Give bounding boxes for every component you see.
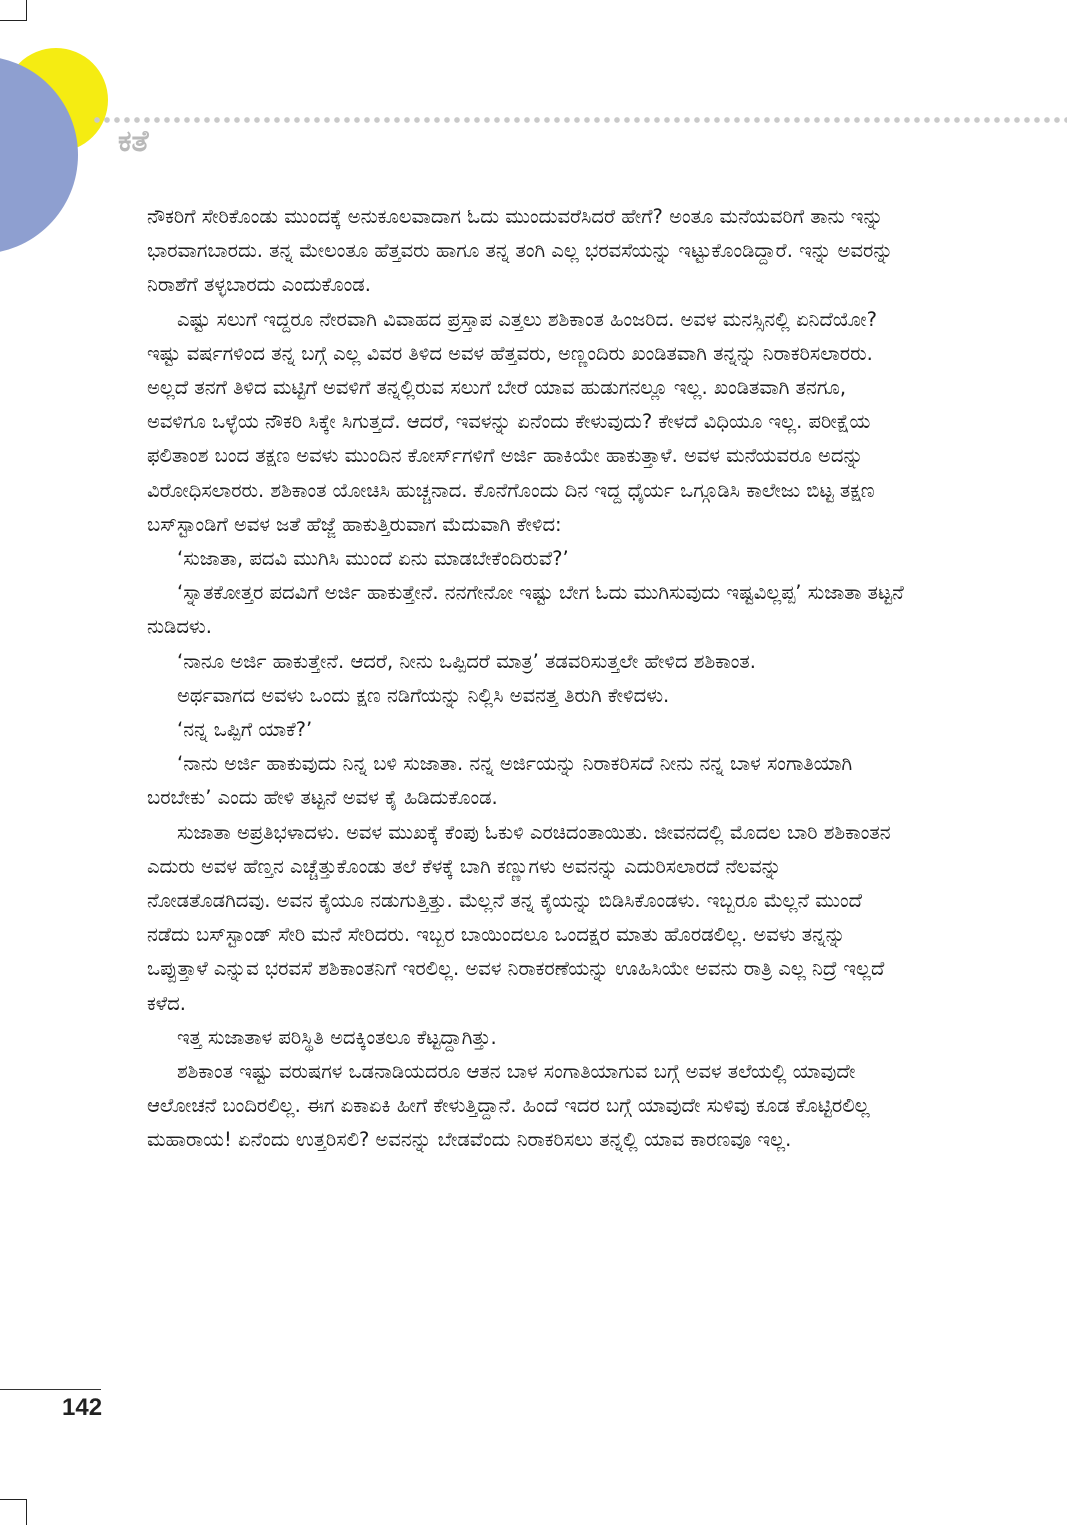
dialogue-line: ‘ನನ್ನ ಒಪ್ಪಿಗೆ ಯಾಕೆ?’ <box>177 718 313 742</box>
story-paragraph: ಸುಜಾತಾ ಅಪ್ರತಿಭಳಾದಳು. ಅವಳ ಮುಖಕ್ಕೆ ಕೆಂಪು ಓಕುಳಿ ಎರಚಿದಂತಾಯಿತು. ಜೀವನದಲ್ಲಿ ಮೊದಲ ಬಾರಿ ಶಶಿಕಾಂತನ ಎದುರು ಅವಳ ಹೆಣ್ತನ ಎಚ್ಚೆತ್ತುಕೊಂಡು ತಲೆ ಕೆಳಕ್ಕೆ ಬಾಗಿ ಕಣ್ಣುಗಳು ಅವನನ್ನು ಎದುರಿಸಲಾರದೆ ನೆಲವನ್ನು ನೋಡತೊಡಗಿದವು. ಅವನ ಕೈಯೂ ನಡುಗುತ್ತಿತ್ತು. ಮೆಲ್ಲನೆ ತನ್ನ ಕೈಯನ್ನು ಬಿಡಿಸಿಕೊಂಡಳು. ಇಬ್ಬರೂ ಮೆಲ್ಲನೆ ಮುಂದೆ ನಡೆದು ಬಸ್‌ಸ್ಟಾಂಡ್ ಸೇರಿ ಮನೆ ಸೇರಿದರು. ಇಬ್ಬರ ಬಾಯಿಂದಲೂ ಒಂದಕ್ಷರ ಮಾತು ಹೊರಡಲಿಲ್ಲ. ಅವಳು ತನ್ನನ್ನು ಒಪ್ಪುತ್ತಾಳೆ ಎನ್ನುವ ಭರವಸೆ ಶಶಿಕಾಂತನಿಗೆ ಇರಲಿಲ್ಲ. ಅವಳ ನಿರಾಕರಣೆಯನ್ನು ಊಹಿಸಿಯೇ ಅವನು ರಾತ್ರಿ ಎಲ್ಲ ನಿದ್ರೆ ಇಲ್ಲದೆ ಕಳೆದ. <box>147 820 891 1015</box>
page-number: 142 <box>62 1394 103 1421</box>
page-number-rule <box>0 1389 101 1390</box>
crop-mark-bottom-vertical <box>26 1499 27 1525</box>
crop-mark-bottom-horizontal <box>0 1499 27 1500</box>
dialogue-line: ‘ನಾನು ಅರ್ಜಿ ಹಾಕುವುದು ನಿನ್ನ ಬಳಿ ಸುಜಾತಾ. ನನ್ನ ಅರ್ಜಿಯನ್ನು ನಿರಾಕರಿಸದೆ ನೀನು ನನ್ನ ಬಾಳ ಸಂಗಾತಿಯಾಗಿ ಬರಬೇಕು’ ಎಂದು ಹೇಳಿ ತಟ್ಟನೆ ಅವಳ ಕೈ ಹಿಡಿದುಕೊಂಡ. <box>147 752 853 810</box>
story-paragraph: ಇತ್ತ ಸುಜಾತಾಳ ಪರಿಸ್ಥಿತಿ ಅದಕ್ಕಿಂತಲೂ ಕೆಟ್ಟದ್ದಾಗಿತ್ತು. <box>177 1025 497 1049</box>
section-label: ಕತೆ <box>118 124 149 159</box>
crop-mark-top-horizontal <box>0 20 27 21</box>
crop-mark-top-vertical <box>26 0 27 20</box>
story-body <box>147 200 907 1158</box>
dotted-header-rule <box>92 116 1067 124</box>
dialogue-line: ‘ನಾನೂ ಅರ್ಜಿ ಹಾಕುತ್ತೇನೆ. ಆದರೆ, ನೀನು ಒಪ್ಪಿದರೆ ಮಾತ್ರ’ ತಡವರಿಸುತ್ತಲೇ ಹೇಳಿದ ಶಶಿಕಾಂತ. <box>177 649 756 673</box>
story-paragraph: ಎಷ್ಟು ಸಲುಗೆ ಇದ್ದರೂ ನೇರವಾಗಿ ವಿವಾಹದ ಪ್ರಸ್ತಾಪ ಎತ್ತಲು ಶಶಿಕಾಂತ ಹಿಂಜರಿದ. ಅವಳ ಮನಸ್ಸಿನಲ್ಲಿ ಏನಿದೆಯೋ? ಇಷ್ಟು ವರ್ಷಗಳಿಂದ ತನ್ನ ಬಗ್ಗೆ ಎಲ್ಲ ವಿವರ ತಿಳಿದ ಅವಳ ಹೆತ್ತವರು, ಅಣ್ಣಂದಿರು ಖಂಡಿತವಾಗಿ ತನ್ನನ್ನು ನಿರಾಕರಿಸಲಾರರು. ಅಲ್ಲದೆ ತನಗೆ ತಿಳಿದ ಮಟ್ಟಿಗೆ ಅವಳಿಗೆ ತನ್ನಲ್ಲಿರುವ ಸಲುಗೆ ಬೇರೆ ಯಾವ ಹುಡುಗನಲ್ಲೂ ಇಲ್ಲ. ಖಂಡಿತವಾಗಿ ತನಗೂ, ಅವಳಿಗೂ ಒಳ್ಳೆಯ ನೌಕರಿ ಸಿಕ್ಕೇ ಸಿಗುತ್ತದೆ. ಆದರೆ, ಇವಳನ್ನು ಏನೆಂದು ಕೇಳುವುದು? ಕೇಳದೆ ವಿಧಿಯೂ ಇಲ್ಲ. ಪರೀಕ್ಷೆಯ ಫಲಿತಾಂಶ ಬಂದ ತಕ್ಷಣ ಅವಳು ಮುಂದಿನ ಕೋರ್ಸ್‌ಗಳಿಗೆ ಅರ್ಜಿ ಹಾಕಿಯೇ ಹಾಕುತ್ತಾಳೆ. ಅವಳ ಮನೆಯವರೂ ಅದನ್ನು ವಿರೋಧಿಸಲಾರರು. ಶಶಿಕಾಂತ ಯೋಚಿಸಿ ಹುಚ್ಚನಾದ. ಕೊನೆಗೊಂದು ದಿನ ಇದ್ದ ಧೈರ್ಯ ಒಗ್ಗೂಡಿಸಿ ಕಾಲೇಜು ಬಿಟ್ಟ ತಕ್ಷಣ ಬಸ್‌ಸ್ಟಾಂಡಿಗೆ ಅವಳ ಜತೆ ಹೆಜ್ಜೆ ಹಾಕುತ್ತಿರುವಾಗ ಮೆದುವಾಗಿ ಕೇಳಿದ: <box>147 307 877 536</box>
dialogue-line: ‘ಸ್ನಾತಕೋತ್ತರ ಪದವಿಗೆ ಅರ್ಜಿ ಹಾಕುತ್ತೇನೆ. ನನಗೇನೋ ಇಷ್ಟು ಬೇಗ ಓದು ಮುಗಿಸುವುದು ಇಷ್ಟವಿಲ್ಲಪ್ಪ’ ಸುಜಾತಾ ತಟ್ಟನೆ ನುಡಿದಳು. <box>147 581 904 639</box>
story-paragraph: ಶಶಿಕಾಂತ ಇಷ್ಟು ವರುಷಗಳ ಒಡನಾಡಿಯದರೂ ಆತನ ಬಾಳ ಸಂಗಾತಿಯಾಗುವ ಬಗ್ಗೆ ಅವಳ ತಲೆಯಲ್ಲಿ ಯಾವುದೇ ಆಲೋಚನೆ ಬಂದಿರಲಿಲ್ಲ. ಈಗ ಏಕಾಏಕಿ ಹೀಗೆ ಕೇಳುತ್ತಿದ್ದಾನೆ. ಹಿಂದೆ ಇದರ ಬಗ್ಗೆ ಯಾವುದೇ ಸುಳಿವು ಕೂಡ ಕೊಟ್ಟಿರಲಿಲ್ಲ ಮಹಾರಾಯ! ಏನೆಂದು ಉತ್ತರಿಸಲಿ? ಅವನನ್ನು ಬೇಡವೆಂದು ನಿರಾಕರಿಸಲು ತನ್ನಲ್ಲಿ ಯಾವ ಕಾರಣವೂ ಇಲ್ಲ. <box>147 1060 870 1152</box>
dialogue-line: ‘ಸುಜಾತಾ, ಪದವಿ ಮುಗಿಸಿ ಮುಂದೆ ಏನು ಮಾಡಬೇಕೆಂದಿರುವೆ?’ <box>177 547 569 571</box>
story-paragraph: ಅರ್ಥವಾಗದ ಅವಳು ಒಂದು ಕ್ಷಣ ನಡಿಗೆಯನ್ನು ನಿಲ್ಲಿಸಿ ಅವನತ್ತ ತಿರುಗಿ ಕೇಳಿದಳು. <box>177 683 670 707</box>
story-paragraph: ನೌಕರಿಗೆ ಸೇರಿಕೊಂಡು ಮುಂದಕ್ಕೆ ಅನುಕೂಲವಾದಾಗ ಓದು ಮುಂದುವರೆಸಿದರೆ ಹೇಗೆ? ಅಂತೂ ಮನೆಯವರಿಗೆ ತಾನು ಇನ್ನು ಭಾರವಾಗಬಾರದು. ತನ್ನ ಮೇಲಂತೂ ಹೆತ್ತವರು ಹಾಗೂ ತನ್ನ ತಂಗಿ ಎಲ್ಲ ಭರವಸೆಯನ್ನು ಇಟ್ಟುಕೊಂಡಿದ್ದಾರೆ. ಇನ್ನು ಅವರನ್ನು ನಿರಾಶೆಗೆ ತಳ್ಳಬಾರದು ಎಂದುಕೊಂಡ. <box>147 205 894 297</box>
